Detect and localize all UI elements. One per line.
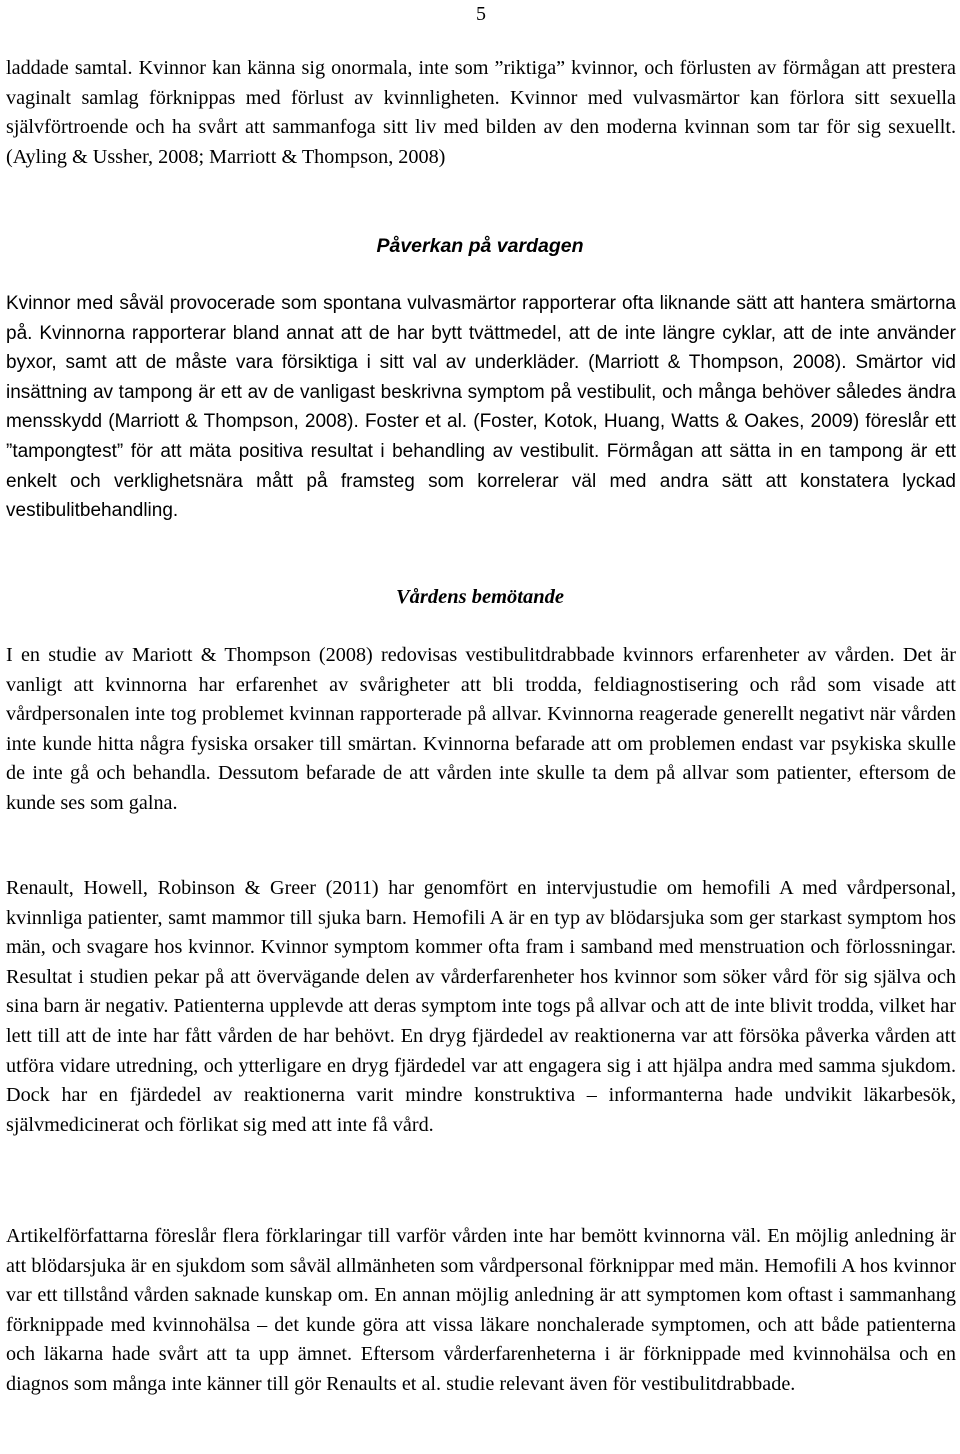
paragraph-forklaringar: Artikelförfattarna föreslår flera förklaringar till varför vården inte har bemött kvinnorna väl. En möjlig anledning är att blödarsjuka är en sjukdom som såväl allmänheten som vårdpersonal förknippar med män. Hemofili A hos kvinnor var ett tillstånd vården saknade kunskap om. En annan möjlig anledning är att symptomen kom oftast i sammanhang förknippade med kvinnohälsa – det kunde göra att vissa läkare nonchalerade symptomen, och att både patienterna och läkarna hade svårt att ta upp ämnet. Eftersom vårderfarenheterna i är förknippade med kvinnohälsa och en diagnos som många inte känner till gör Renaults et al. studie relevant även för vestibulitdrabbade. (6, 1225, 956, 1395)
paragraph-intro: laddade samtal. Kvinnor kan känna sig onormala, inte som ”riktiga” kvinnor, och förlusten av förmågan att prestera vaginalt samlag förknippas med förlust av kvinnligheten. Kvinnor med vulvasmärtor kan förlora sitt sexuella självförtroende och ha svårt att sammanfoga sitt liv med bilden av den moderna kvinnan som tar för sig sexuellt. (Ayling & Ussher, 2008; Marriott & Thompson, 2008) (6, 57, 956, 168)
heading-vardens-bemotande: Vårdens bemötande (396, 586, 564, 608)
paragraph-vardagen: Kvinnor med såväl provocerade som spontana vulvasmärtor rapporterar ofta liknande sätt att hantera smärtorna på. Kvinnorna rapporterar bland annat att de har bytt tvättmedel, att de inte längre cyklar, att de inte använder byxor, samt att de måste vara försiktiga i sitt val av underkläder. (Marriott & Thompson, 2008). Smärtor vid insättning av tampong är ett av de vanligast beskrivna symptom på vestibulit, och många behöver således ändra mensskydd (Marriott & Thompson, 2008). Foster et al. (Foster, Kotok, Huang, Watts & Oakes, 2009) föreslår ett ”tampongtest” för att mäta positiva resultat i behandling av vestibulit. Förmågan att sätta in en tampong är ett enkelt och verklighetsnära mått på framsteg som korrelerar väl med andra sätt att konstatera lyckad vestibulitbehandling. (6, 293, 956, 522)
paragraph-hemofili-study: Renault, Howell, Robinson & Greer (2011) har genomfört en intervjustudie om hemofili A med vårdpersonal, kvinnliga patienter, samt mammor till sjuka barn. Hemofili A är en typ av blödarsjuka som ger starkast symptom hos män, och svagare hos kvinnor. Kvinnor symptom kommer ofta fram i samband med menstruation och förlossningar. Resultat i studien pekar på att övervägande delen av vårderfarenheter hos kvinnor som söker vård för sig själva och sina barn är negativ. Patienterna upplevde att deras symptom inte togs på allvar och att de inte blivit trodda, vilket har lett till att de inte har fått vården de har behövt. En dryg fjärdedel av reaktionerna var att försöka påverka vården att utföra vidare utredning, och ytterligare en dryg fjärdedel var att engagera sig i att hjälpa andra med samma sjukdom. Dock har en fjärdedel av reaktionerna varit mindre konstruktiva – informanterna hade undvikit läkarbesök, självmedicinerat och förlikat sig med att inte få vård. (6, 877, 956, 1136)
heading-paverkan-pa-vardagen: Påverkan på vardagen (376, 235, 584, 257)
paragraph-bemotande: I en studie av Mariott & Thompson (2008) redovisas vestibulitdrabbade kvinnors erfarenheter av vården. Det är vanligt att kvinnorna har erfarenhet av svårigheter att bli trodda, feldiagnostisering och råd som visade att vårdpersonalen inte tog problemet kvinnan rapporterade på allvar. Kvinnorna reagerade generellt negativt när vården inte kunde hitta några fysiska orsaker till smärtan. Kvinnorna befarade att om problemen endast var psykiska skulle de inte gå och behandla. Dessutom befarade de att vården inte skulle ta dem på allvar som patienter, eftersom de kunde ses som galna. (6, 644, 956, 814)
page-number: 5 (476, 3, 486, 25)
